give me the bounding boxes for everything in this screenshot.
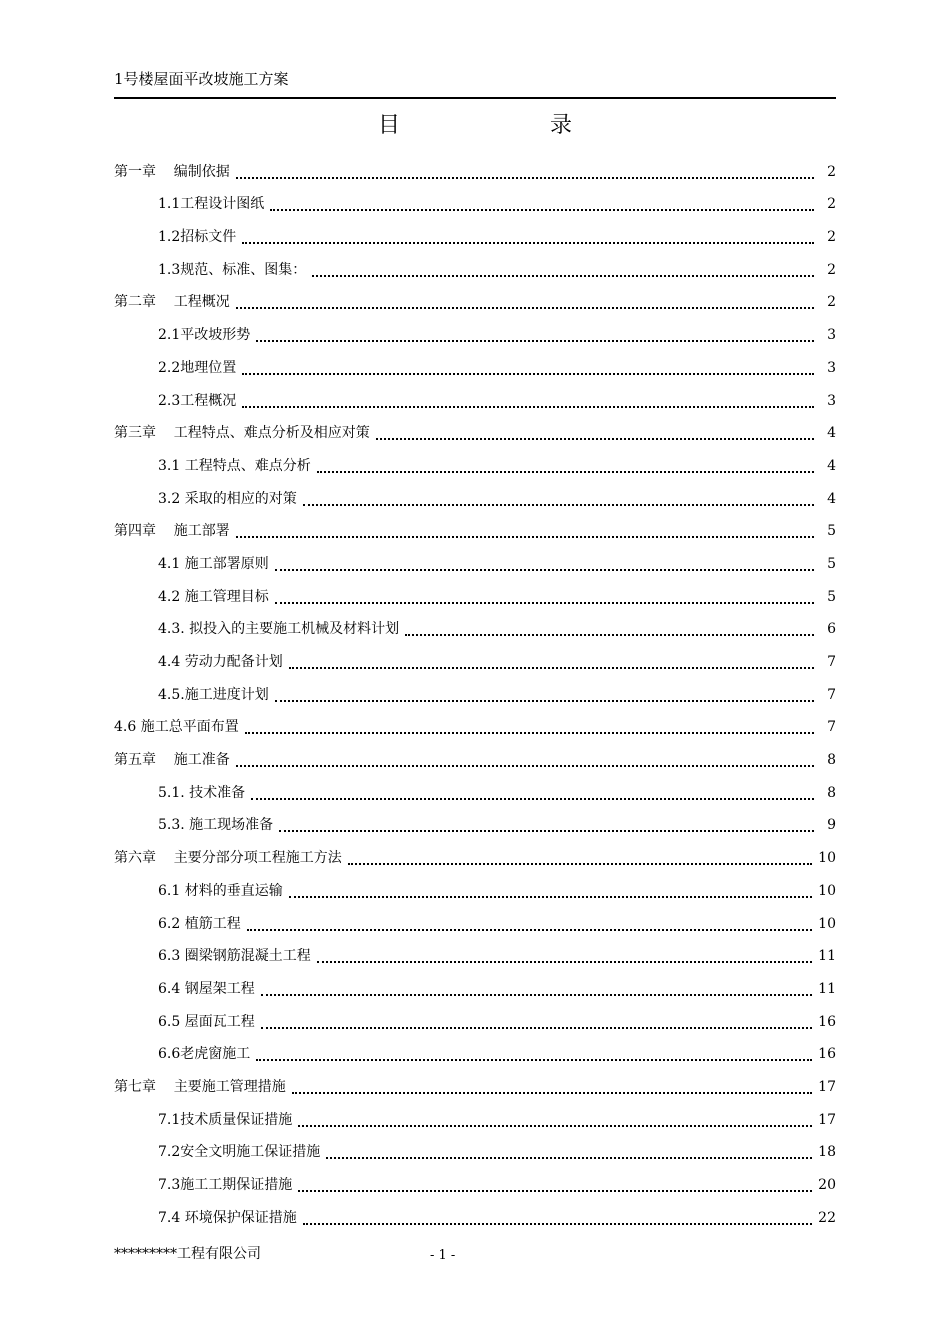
toc-entry-page: 4 xyxy=(827,457,836,474)
toc-entry-label: 2.2地理位置 xyxy=(158,359,237,376)
toc-entry[interactable] xyxy=(114,874,836,907)
toc-entry[interactable] xyxy=(114,645,836,678)
toc-entry-label: 6.5 屋面瓦工程 xyxy=(158,1013,255,1030)
toc-entry-label: 第七章 主要施工管理措施 xyxy=(114,1078,286,1095)
toc-entry-page: 5 xyxy=(827,588,836,605)
toc-entry-page: 8 xyxy=(827,784,836,801)
toc-entry-page: 5 xyxy=(827,523,836,540)
toc-entry-page: 2 xyxy=(827,229,836,246)
toc-leader-dots xyxy=(298,1190,812,1192)
toc-leader-dots xyxy=(242,373,814,375)
toc-title-part2: 录 xyxy=(550,113,573,138)
toc-entry-page: 2 xyxy=(827,196,836,213)
toc-leader-dots xyxy=(236,307,814,309)
header-divider xyxy=(114,97,836,99)
toc-entry-label: 6.2 植筋工程 xyxy=(158,915,241,932)
toc-entry[interactable] xyxy=(114,1103,836,1136)
toc-entry[interactable] xyxy=(114,678,836,711)
toc-entry[interactable] xyxy=(114,940,836,973)
toc-entry[interactable] xyxy=(114,711,836,744)
toc-entry-label: 6.1 材料的垂直运输 xyxy=(158,882,283,899)
toc-entry-page: 3 xyxy=(827,392,836,409)
toc-entry-label: 4.6 施工总平面布置 xyxy=(114,719,239,736)
toc-entry[interactable] xyxy=(114,417,836,450)
toc-entry[interactable] xyxy=(114,318,836,351)
toc-entry[interactable] xyxy=(114,776,836,809)
toc-leader-dots xyxy=(242,242,814,244)
toc-entry-page: 20 xyxy=(818,1177,836,1193)
toc-entry-page: 7 xyxy=(827,686,836,703)
toc-entry[interactable] xyxy=(114,253,836,286)
toc-entry-page: 11 xyxy=(818,980,836,997)
toc-entry[interactable] xyxy=(114,384,836,417)
toc-leader-dots xyxy=(348,863,812,865)
toc-entry-label: 6.4 钢屋架工程 xyxy=(158,980,255,997)
toc-entry[interactable] xyxy=(114,613,836,646)
toc-entry-page: 11 xyxy=(818,948,836,965)
toc-entry-label: 5.1. 技术准备 xyxy=(158,784,246,801)
toc-entry-page: 17 xyxy=(818,1111,836,1128)
toc-entry-label: 2.1平改坡形势 xyxy=(158,327,251,344)
toc-entry-page: 2 xyxy=(827,261,836,278)
toc-entry[interactable] xyxy=(114,286,836,319)
toc-entry-page: 16 xyxy=(818,1013,836,1030)
toc-entry-label: 4.1 施工部署原则 xyxy=(158,555,269,572)
toc-entry-label: 5.3. 施工现场准备 xyxy=(158,817,274,834)
toc-entry[interactable] xyxy=(114,1038,836,1071)
toc-entry-page: 18 xyxy=(818,1144,836,1161)
toc-title xyxy=(0,108,950,139)
toc-leader-dots xyxy=(245,732,814,734)
toc-entry[interactable] xyxy=(114,155,836,188)
toc-leader-dots xyxy=(303,504,814,506)
toc-entry-page: 6 xyxy=(827,621,836,638)
footer-page-number: - 1 - xyxy=(430,1248,456,1263)
toc-leader-dots xyxy=(236,536,814,538)
toc-entry-label: 第二章 工程概况 xyxy=(114,294,230,311)
toc-entry[interactable] xyxy=(114,1168,836,1201)
toc-entry-label: 第四章 施工部署 xyxy=(114,523,230,540)
toc-entry-page: 3 xyxy=(827,359,836,376)
toc-entry[interactable] xyxy=(114,1070,836,1103)
toc-entry[interactable] xyxy=(114,547,836,580)
toc-entry-page: 7 xyxy=(827,654,836,670)
toc-entry-page: 22 xyxy=(818,1209,836,1226)
toc-entry[interactable] xyxy=(114,351,836,384)
toc-entry-label: 3.2 采取的相应的对策 xyxy=(158,490,297,507)
toc-leader-dots xyxy=(270,209,814,211)
toc-leader-dots xyxy=(292,1092,812,1094)
toc-leader-dots xyxy=(312,275,814,277)
toc-leader-dots xyxy=(317,961,812,963)
toc-entry-label: 1.3规范、标准、图集： xyxy=(158,261,307,278)
toc-leader-dots xyxy=(236,765,814,767)
toc-entry[interactable] xyxy=(114,809,836,842)
toc-entry[interactable] xyxy=(114,515,836,548)
toc-entry-label: 第一章 编制依据 xyxy=(114,163,230,180)
toc-entry[interactable] xyxy=(114,972,836,1005)
toc-entry[interactable] xyxy=(114,743,836,776)
toc-entry-page: 2 xyxy=(827,294,836,311)
toc-entry-label: 1.1工程设计图纸 xyxy=(158,196,265,213)
toc-entry-label: 7.4 环境保护保证措施 xyxy=(158,1209,297,1226)
toc-entry[interactable] xyxy=(114,580,836,613)
page-header: 1号楼屋面平改坡施工方案 xyxy=(114,70,289,88)
toc-entry-page: 5 xyxy=(827,555,836,572)
toc-leader-dots xyxy=(298,1125,812,1127)
toc-leader-dots xyxy=(236,177,814,179)
toc-leader-dots xyxy=(275,602,814,604)
toc-leader-dots xyxy=(261,994,812,996)
toc-entry[interactable] xyxy=(114,907,836,940)
toc-entry[interactable] xyxy=(114,220,836,253)
toc-entry[interactable] xyxy=(114,1136,836,1169)
toc-entry[interactable] xyxy=(114,482,836,515)
toc-leader-dots xyxy=(289,896,812,898)
toc-entry-page: 4 xyxy=(827,425,836,442)
toc-entry-label: 第五章 施工准备 xyxy=(114,752,230,769)
toc-entry-label: 第三章 工程特点、难点分析及相应对策 xyxy=(114,425,370,442)
toc-entry[interactable] xyxy=(114,841,836,874)
toc-entry[interactable] xyxy=(114,449,836,482)
toc-entry-page: 10 xyxy=(818,850,836,867)
toc-entry-page: 7 xyxy=(827,719,836,736)
toc-entry-label: 3.1 工程特点、难点分析 xyxy=(158,457,311,474)
toc-leader-dots xyxy=(326,1157,812,1159)
toc-entry-page: 3 xyxy=(827,327,836,344)
toc-entry-label: 7.3施工工期保证措施 xyxy=(158,1177,293,1193)
toc-entry[interactable] xyxy=(114,1005,836,1038)
toc-leader-dots xyxy=(376,438,814,440)
toc-entry[interactable] xyxy=(114,188,836,221)
toc-leader-dots xyxy=(247,929,812,931)
toc-leader-dots xyxy=(289,667,814,669)
toc-entry-label: 4.5.施工进度计划 xyxy=(158,686,269,703)
toc-title-part1: 目 xyxy=(377,113,400,138)
toc-entry-label: 2.3工程概况 xyxy=(158,392,237,409)
toc-entry-page: 10 xyxy=(818,915,836,932)
toc-entry[interactable] xyxy=(114,1201,836,1234)
toc-leader-dots xyxy=(303,1223,812,1225)
toc-entry-label: 第六章 主要分部分项工程施工方法 xyxy=(114,850,342,867)
toc-entry-label: 7.1技术质量保证措施 xyxy=(158,1111,293,1128)
toc-leader-dots xyxy=(242,406,814,408)
toc-entry-label: 4.2 施工管理目标 xyxy=(158,588,269,605)
footer-company: *********工程有限公司 xyxy=(114,1246,261,1262)
toc-entry-label: 7.2安全文明施工保证措施 xyxy=(158,1144,321,1161)
toc-leader-dots xyxy=(317,471,814,473)
table-of-contents xyxy=(114,155,836,1234)
toc-entry-page: 9 xyxy=(827,817,836,834)
toc-leader-dots xyxy=(275,700,814,702)
toc-leader-dots xyxy=(256,1059,812,1061)
toc-entry-label: 6.3 圈梁钢筋混凝土工程 xyxy=(158,948,311,965)
toc-entry-page: 4 xyxy=(827,490,836,507)
toc-entry-label: 4.3. 拟投入的主要施工机械及材料计划 xyxy=(158,621,400,638)
toc-leader-dots xyxy=(261,1027,812,1029)
toc-leader-dots xyxy=(256,340,814,342)
toc-entry-page: 10 xyxy=(818,882,836,899)
toc-leader-dots xyxy=(405,634,814,636)
toc-entry-page: 17 xyxy=(818,1078,836,1095)
toc-entry-label: 4.4 劳动力配备计划 xyxy=(158,654,283,670)
toc-leader-dots xyxy=(275,569,814,571)
toc-entry-page: 8 xyxy=(827,752,836,769)
toc-leader-dots xyxy=(279,830,814,832)
toc-entry-label: 1.2招标文件 xyxy=(158,229,237,246)
toc-entry-label: 6.6老虎窗施工 xyxy=(158,1046,251,1063)
toc-entry-page: 2 xyxy=(827,163,836,180)
toc-entry-page: 16 xyxy=(818,1046,836,1063)
toc-leader-dots xyxy=(251,798,814,800)
